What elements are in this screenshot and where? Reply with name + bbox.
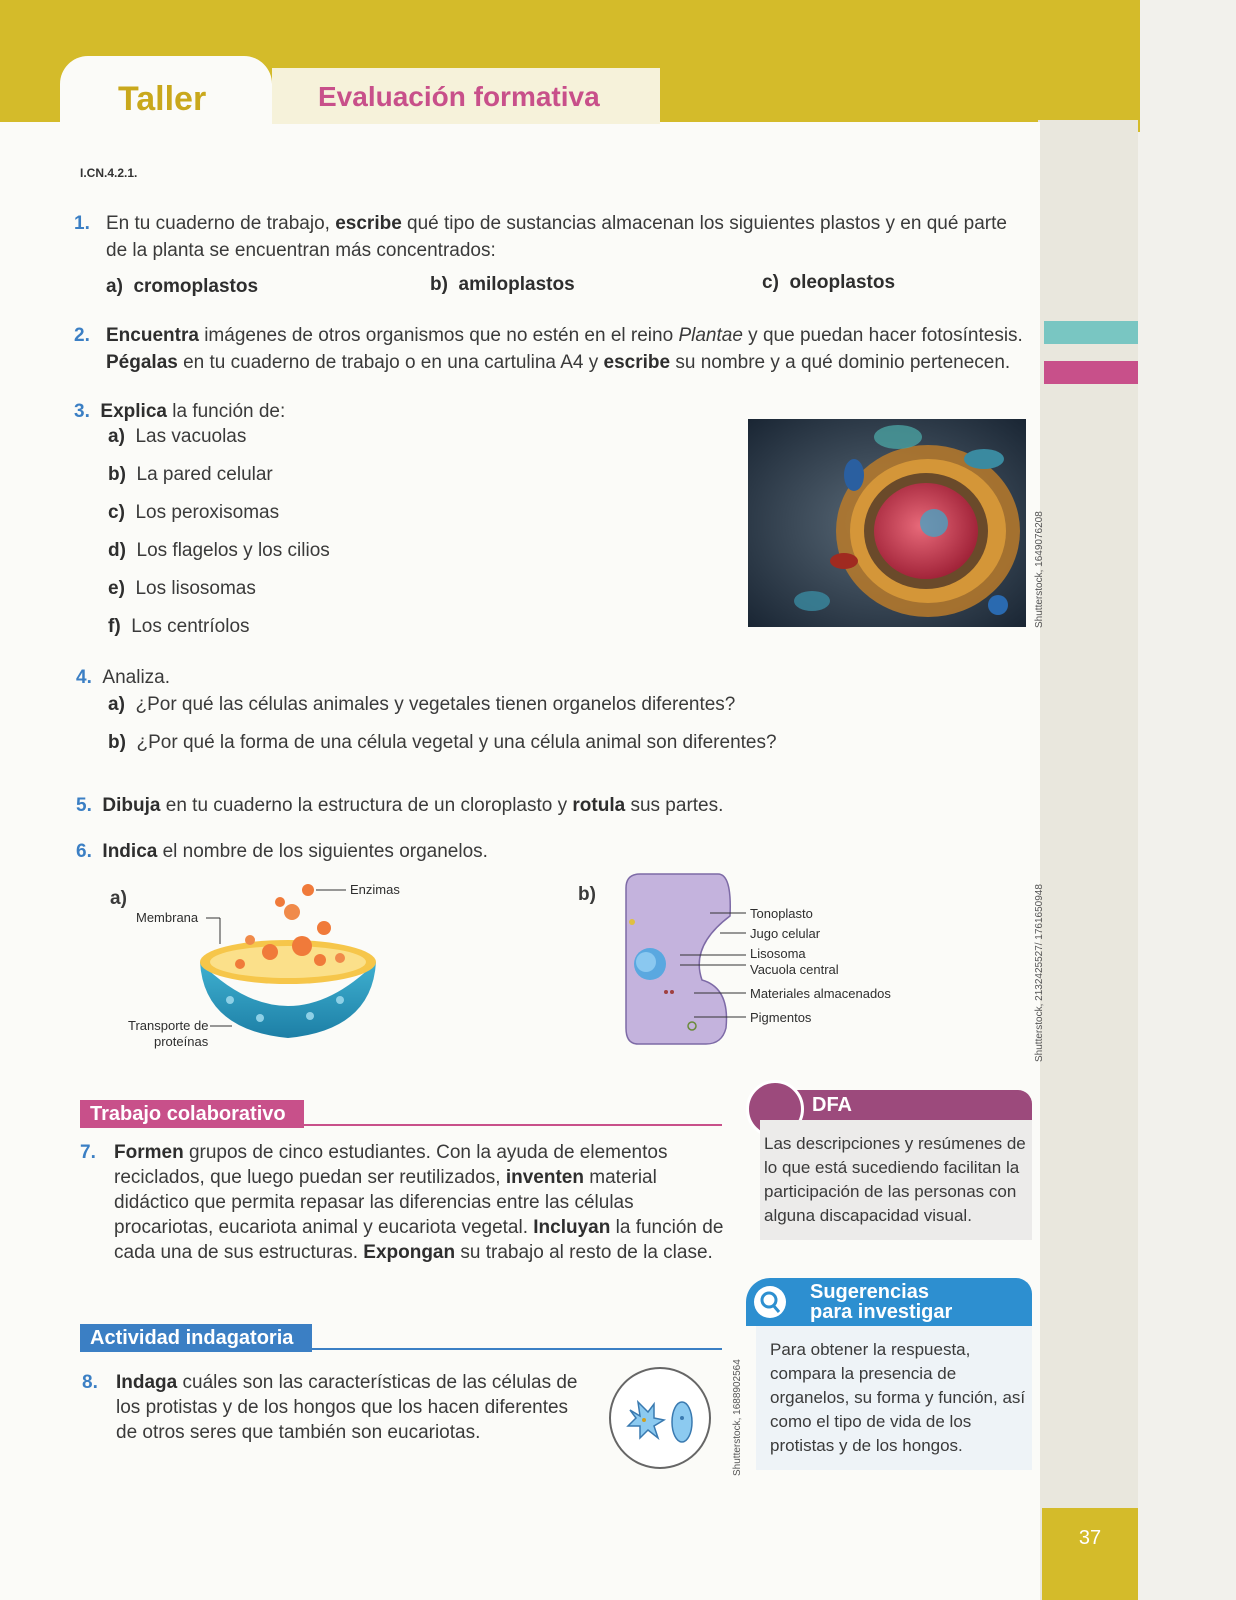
q3-item-f: f) Los centríolos [108,616,250,637]
question-number: 1. [74,213,90,234]
lysosome-diagram [140,880,400,1060]
q3-item-c: c) Los peroxisomas [108,502,280,523]
label-membrana: Membrana [136,910,199,925]
question-8: 8. Indaga cuáles son las características de las células de los protistas y de los hongos que los hacen diferentes de otros seres que también son eucariotas. [82,1372,578,1443]
question-6: 6. Indica el nombre de los siguientes organelos. [76,841,488,862]
diagram-b-letter: b) [578,884,596,905]
question-3: 3. Explica la función de: [74,401,286,422]
dfa-title: DFA [812,1094,852,1116]
q3-item-a: a) Las vacuolas [108,426,247,447]
colab-header: Trabajo colaborativo [80,1100,304,1128]
q3-item-d: d) Los flagelos y los cilios [108,540,330,561]
sugerencias-title: Sugerencias para investigar [810,1281,953,1323]
teal-marker [1044,321,1138,344]
indicator-code: I.CN.4.2.1. [80,166,138,180]
protist-credit: Shutterstock, 1688902564 [732,1359,743,1476]
label-transporte-2: proteínas [154,1034,209,1049]
protist-illustration [608,1366,712,1470]
diagram-a-letter: a) [110,888,127,909]
label-transporte-1: Transporte de [128,1018,209,1033]
photo-credit: Shutterstock, 1649076208 [1034,511,1045,628]
question-4: 4. Analiza. [76,667,171,688]
question-7: 7. Formen grupos de cinco estudiantes. Con la ayuda de elementos reciclados, que luego puedan ser reutilizados, inventen material didáctico que permita repasar las diferencias entre las células procariotas, eucariota animal y eucariota vegetal. Incluyan la función de cada una de sus estructuras. Expongan su trabajo al resto de la clase. [80,1142,724,1263]
q1-option-b: b) amiloplastos [430,274,575,295]
magnifier-icon [752,1284,792,1324]
q4-item-a: a) ¿Por qué las células animales y vegetales tienen organelos diferentes? [108,694,736,715]
sugerencias-text: Para obtener la respuesta, compara la presencia de organelos, su forma y función, así como el tipo de vida de los protistas y de los hongos. [770,1340,1026,1455]
label-jugo-celular: Jugo celular [750,926,821,941]
pink-marker [1044,361,1138,384]
label-pigmentos: Pigmentos [750,1010,812,1025]
animal-cell-photo [748,419,1026,627]
q1-option-a: a) cromoplastos [106,276,259,297]
colab-rule [294,1124,722,1126]
q3-item-b: b) La pared celular [108,464,273,485]
q1-option-c: c) oleoplastos [762,272,896,293]
label-materiales: Materiales almacenados [750,986,891,1001]
q3-item-e: e) Los lisosomas [108,578,256,599]
question-5: 5. Dibuja en tu cuaderno la estructura de un cloroplasto y rotula sus partes. [76,795,724,816]
section-title: Evaluación formativa [318,81,600,112]
page-number: 37 [1078,1527,1102,1549]
question-1: 1. En tu cuaderno de trabajo, escribe qué tipo de sustancias almacenan los siguientes plastos y en qué parte de la planta se encuentran más concentrados: [74,213,1007,261]
label-vacuola-central: Vacuola central [750,962,839,977]
question-2: 2. Encuentra imágenes de otros organismos que no estén en el reino Plantae y que puedan hacer fotosíntesis. Pégalas en tu cuaderno de trabajo o en una cartulina A4 y escribe su nombre y a qué dominio pertenecen. [74,325,1023,373]
indag-header: Actividad indagatoria [80,1324,312,1352]
indag-rule [302,1348,722,1350]
dfa-text: Las descripciones y resúmenes de lo que está sucediendo facilitan la participación de las personas con alguna discapacidad visual. [764,1134,1026,1225]
diagram-credit: Shutterstock, 2132425527/ 1761650948 [1034,884,1045,1062]
label-tonoplasto: Tonoplasto [750,906,813,921]
vacuole-leader-lines [680,905,750,1035]
tab-label: Taller [118,80,207,118]
label-lisosoma: Lisosoma [750,946,806,961]
label-enzimas: Enzimas [350,882,400,897]
q4-item-b: b) ¿Por qué la forma de una célula vegetal y una célula animal son diferentes? [108,732,777,753]
